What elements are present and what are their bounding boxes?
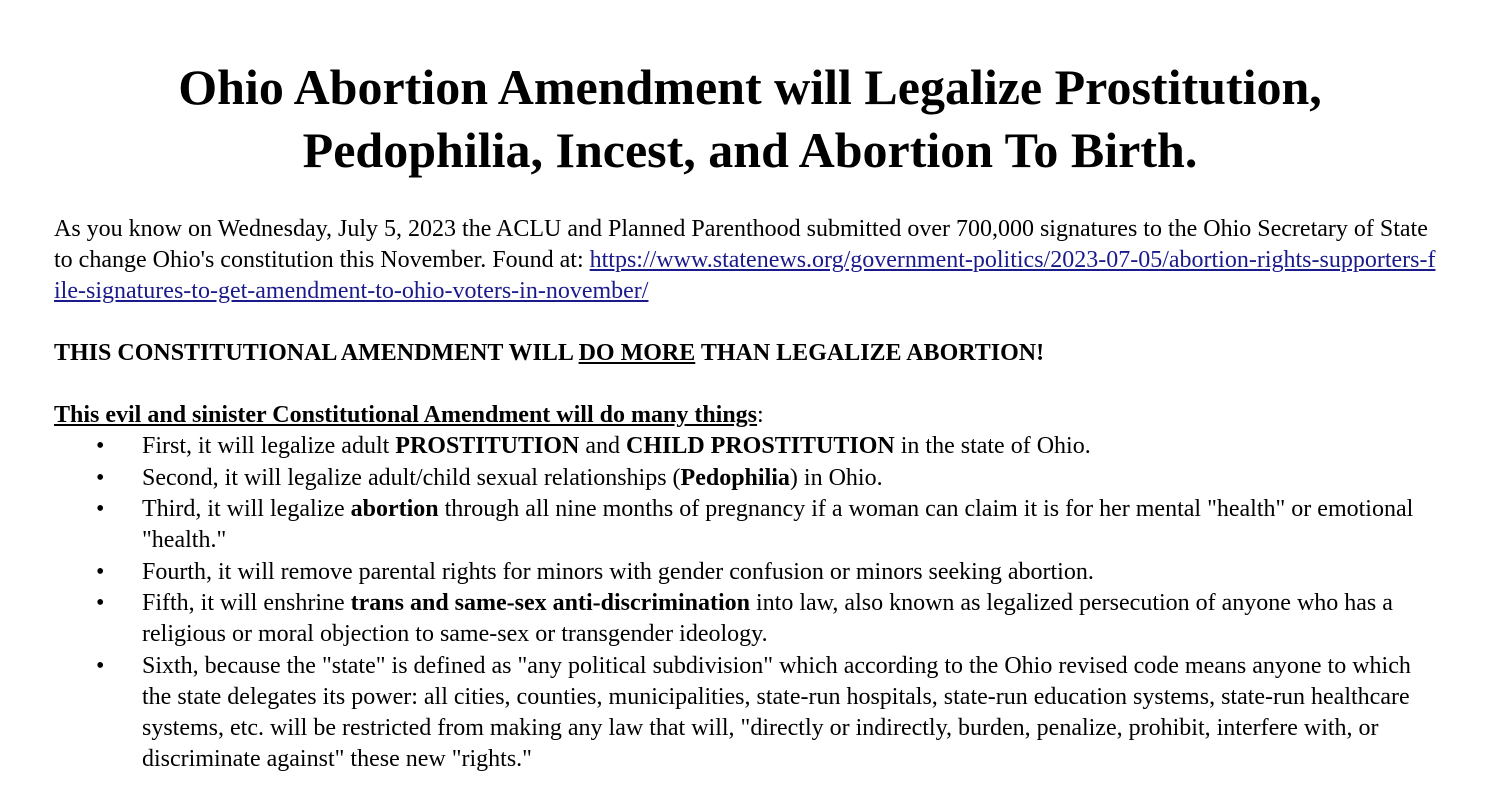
document-page xyxy=(54,56,1446,775)
item-text: Third, it will legalize xyxy=(142,496,351,522)
list-item xyxy=(54,431,1446,462)
item-text: and xyxy=(579,433,626,459)
list-heading-post: : xyxy=(757,402,764,428)
item-bold: abortion xyxy=(350,496,439,522)
list-item xyxy=(54,557,1446,588)
item-text: Fourth, it will remove parental rights for minors with gender confusion or minors seeking abortion. xyxy=(142,558,1094,585)
item-text: in the state of Ohio. xyxy=(894,433,1091,459)
list-item xyxy=(54,494,1446,556)
item-text: through all nine months of pregnancy if a woman can claim it is for her mental "health" or emotional "health." xyxy=(142,496,1414,553)
item-bold: trans and same-sex anti-discrimination xyxy=(350,590,750,616)
headline xyxy=(54,338,1446,369)
headline-post: THAN LEGALIZE ABORTION! xyxy=(695,340,1045,366)
item-bold: PROSTITUTION xyxy=(395,433,580,459)
item-text: First, it will legalize adult xyxy=(142,433,396,459)
document-title: Ohio Abortion Amendment will Legalize Prostitution, Pedophilia, Incest, and Abortion To Birth. xyxy=(178,59,1322,178)
headline-pre: THIS CONSTITUTIONAL AMENDMENT WILL xyxy=(54,340,579,366)
item-text: Sixth, because the "state" is defined as "any political subdivision" which according to the Ohio revised code means anyone to which the state delegates its power: all cities, counties, municipalities, state-run hospitals, state-run education systems, state-run healthcare systems, etc. will be restricted from making any law that will, "directly or indirectly, burden, penalize, prohibit, interfere with, or discriminate against" these new "rights." xyxy=(142,652,1411,772)
bullet-icon: • xyxy=(96,558,105,585)
list-item xyxy=(54,588,1446,650)
bullet-icon: • xyxy=(96,433,105,459)
bullet-icon: • xyxy=(96,652,105,679)
item-text: into law, also known as legalized persecution of anyone who has a religious or moral objection to same-sex or transgender ideology. xyxy=(142,590,1393,647)
list-heading-underlined: This evil and sinister Constitutional Amendment will do many things xyxy=(54,402,758,428)
intro-text: As you know on Wednesday, July 5, 2023 the ACLU and Planned Parenthood submitted over 700,000 signatures to the Ohio Secretary of State to change Ohio's constitution this November. Found at: xyxy=(54,216,1428,273)
item-text: Fifth, it will enshrine xyxy=(142,590,351,616)
list-heading xyxy=(54,400,1446,431)
item-bold: CHILD PROSTITUTION xyxy=(626,433,895,459)
headline-underlined: DO MORE xyxy=(578,340,696,366)
bullet-icon: • xyxy=(96,590,105,616)
intro-paragraph xyxy=(54,214,1446,307)
list-item xyxy=(54,463,1446,494)
item-bold: Pedophilia xyxy=(680,464,790,491)
list-item xyxy=(54,651,1446,775)
things-list xyxy=(54,431,1446,775)
bullet-icon: • xyxy=(96,464,105,491)
bullet-icon: • xyxy=(96,496,105,522)
item-text: Second, it will legalize adult/child sexual relationships ( xyxy=(142,464,681,491)
item-text: ) in Ohio. xyxy=(789,464,883,491)
source-link[interactable]: https://www.statenews.org/government-politics/2023-07-05/abortion-rights-supporters-file-signatures-to-get-amendment-to-ohio-voters-in-november/ xyxy=(54,247,1436,304)
